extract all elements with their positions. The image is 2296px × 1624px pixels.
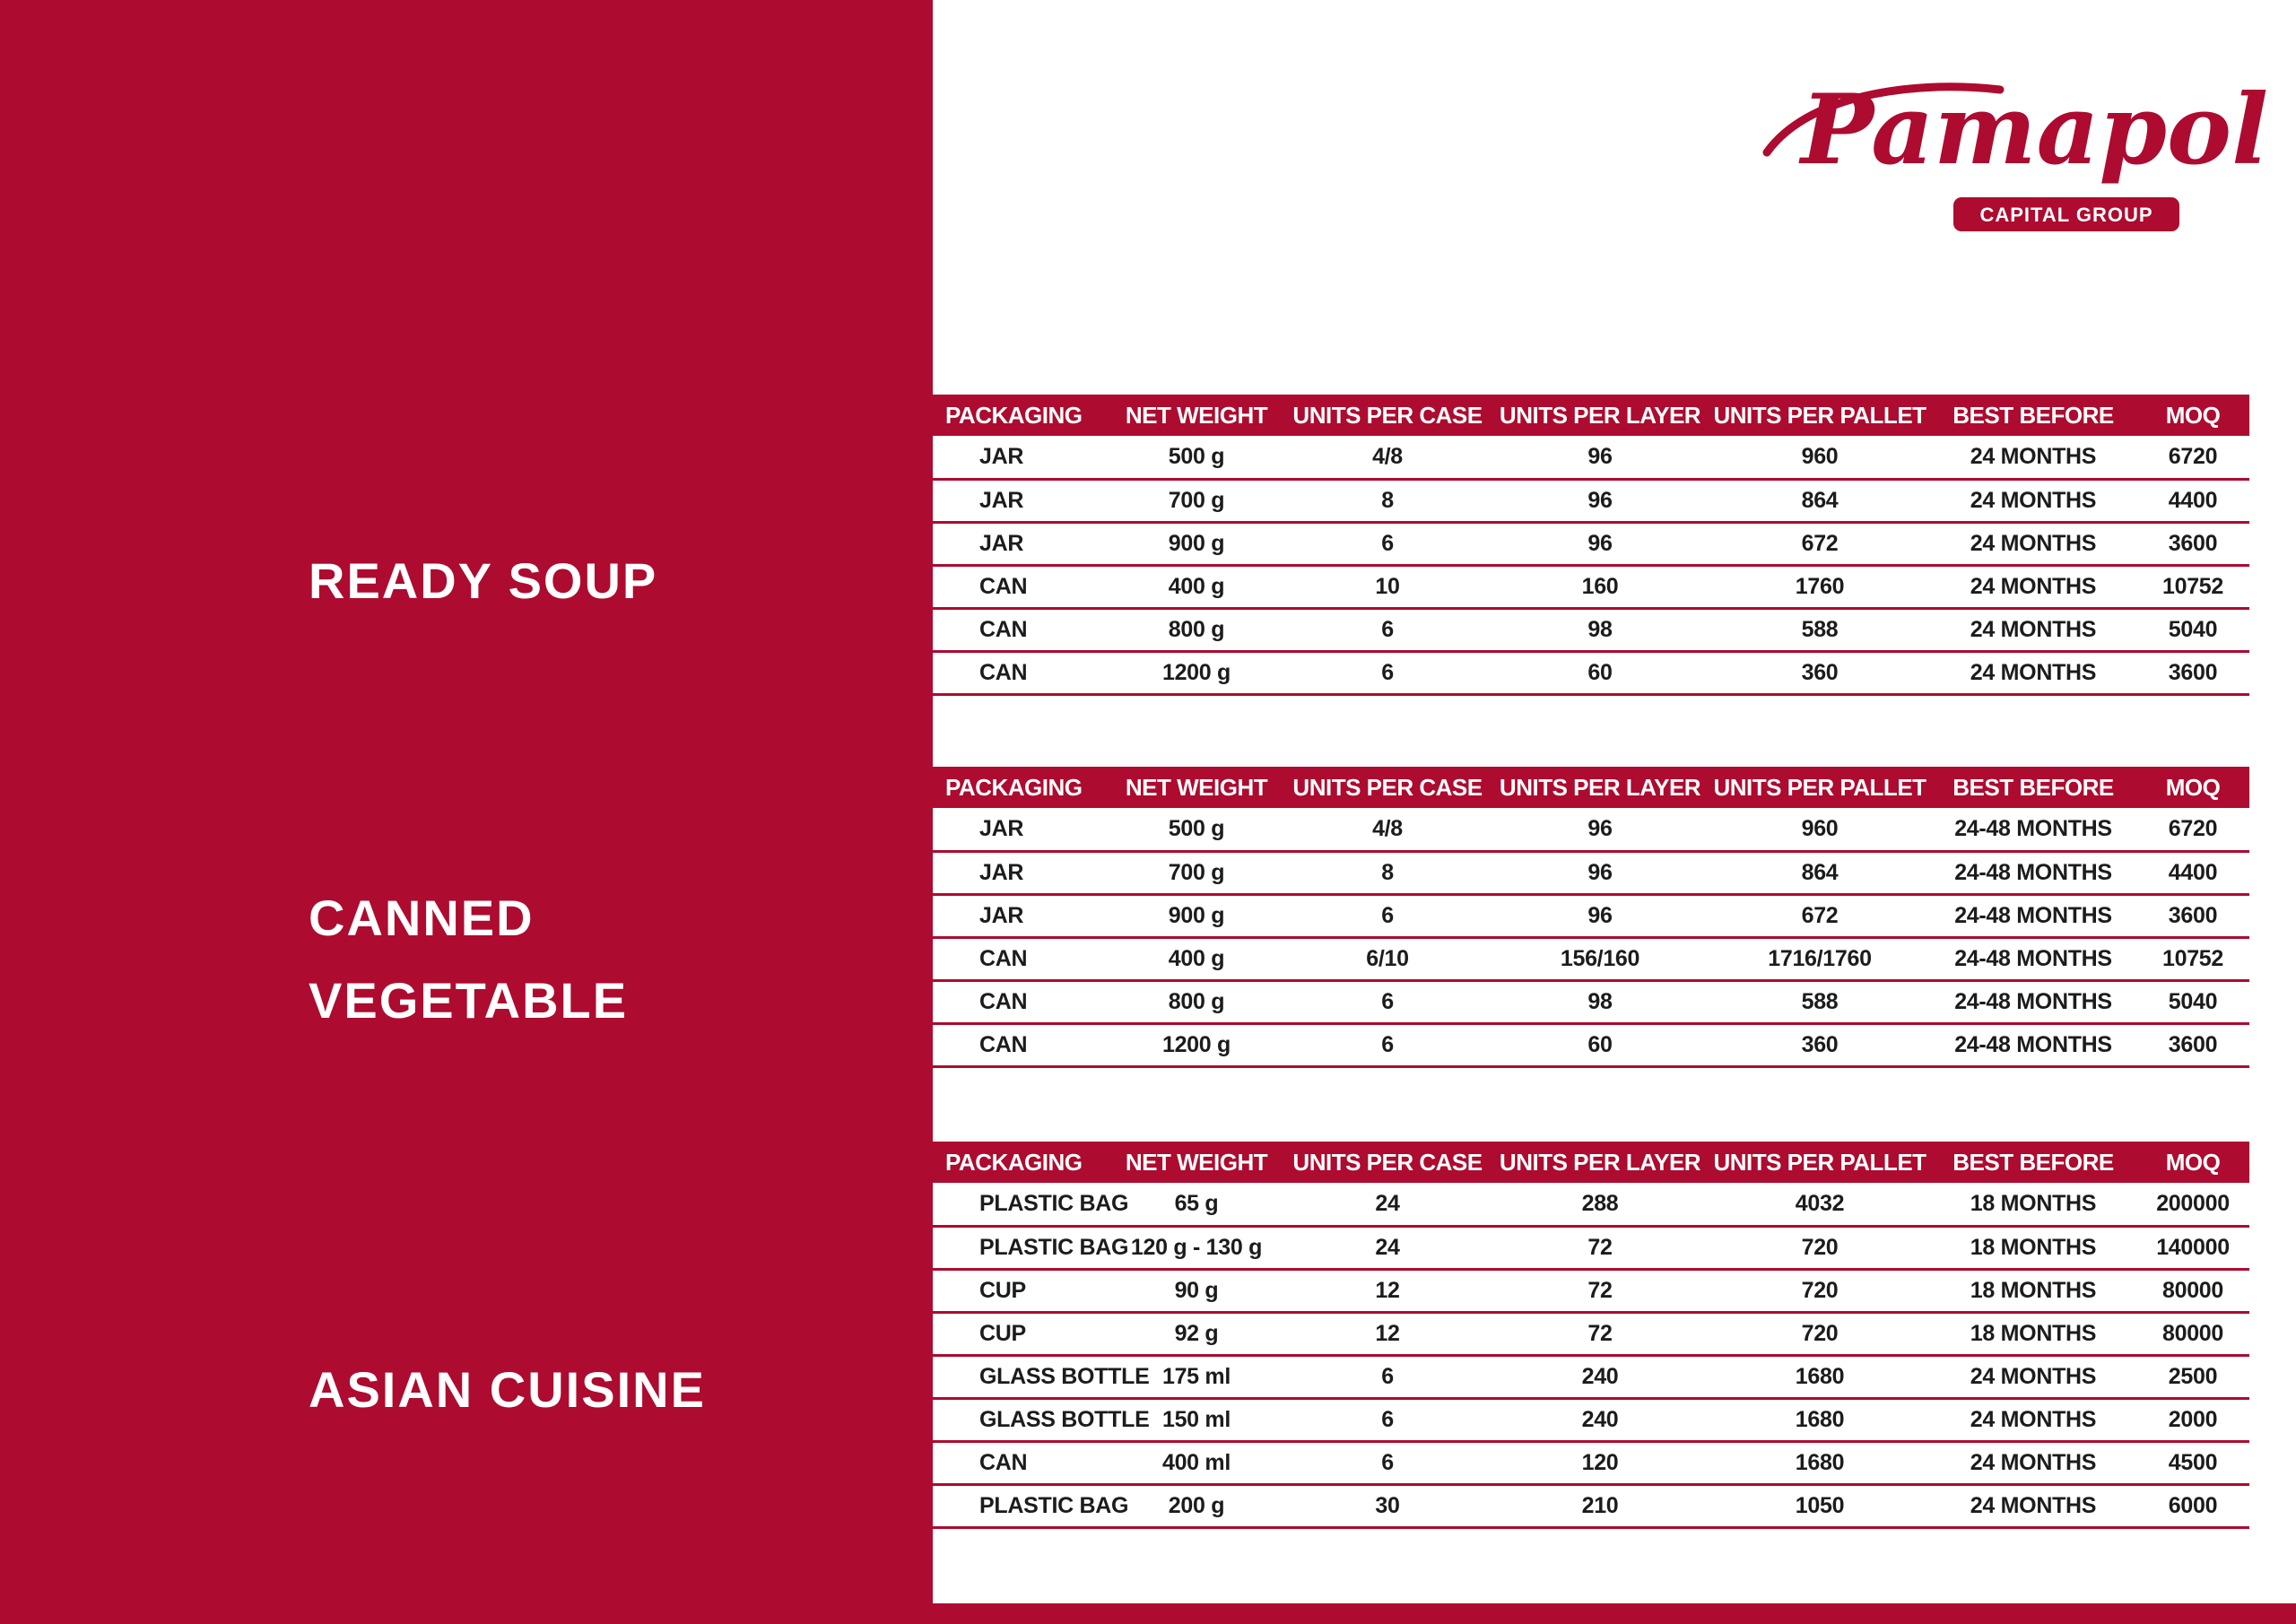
cell-net-weight: 1200 g (1161, 659, 1231, 685)
cell-net-weight: 1200 g (1161, 1031, 1231, 1057)
cell-units-per-pallet: 1716/1760 (1768, 945, 1872, 971)
cell-units-per-layer: 72 (1587, 1234, 1613, 1260)
cell-packaging: CAN (979, 616, 1028, 642)
cell-units-per-pallet: 720 (1801, 1277, 1839, 1303)
section-title-line: READY SOUP (309, 552, 658, 609)
cell-units-per-pallet: 1680 (1795, 1363, 1845, 1389)
cell-moq: 4400 (2168, 487, 2218, 513)
column-header-units-per-pallet: UNITS PER PALLET (1713, 773, 1926, 801)
cell-units-per-pallet: 1050 (1795, 1492, 1845, 1518)
cell-packaging: JAR (979, 859, 1024, 885)
cell-units-per-case: 30 (1375, 1492, 1400, 1518)
cell-units-per-case: 4/8 (1372, 443, 1403, 469)
cell-units-per-case: 10 (1375, 573, 1400, 599)
cell-best-before: 24 MONTHS (1970, 530, 2097, 556)
cell-packaging: JAR (979, 487, 1024, 513)
cell-moq: 2500 (2168, 1363, 2218, 1389)
column-header-units-per-pallet: UNITS PER PALLET (1713, 1148, 1926, 1176)
cell-packaging: CAN (979, 1031, 1028, 1057)
column-header-net-weight: NET WEIGHT (1125, 1148, 1268, 1176)
cell-packaging: GLASS BOTTLE (979, 1406, 1150, 1432)
cell-best-before: 24 MONTHS (1970, 1449, 2097, 1475)
table-row (933, 894, 2249, 937)
column-header-units-per-case: UNITS PER CASE (1292, 401, 1483, 429)
table-row (933, 436, 2249, 479)
cell-units-per-case: 6 (1381, 988, 1394, 1014)
cell-moq: 2000 (2168, 1406, 2218, 1432)
cell-units-per-case: 6 (1381, 616, 1394, 642)
cell-units-per-case: 6 (1381, 1406, 1394, 1432)
cell-net-weight: 400 ml (1161, 1449, 1231, 1475)
cell-best-before: 18 MONTHS (1970, 1234, 2097, 1260)
cell-packaging: CUP (979, 1320, 1026, 1346)
table-header (933, 767, 2249, 808)
cell-best-before: 24 MONTHS (1970, 659, 2097, 685)
cell-moq: 6000 (2168, 1492, 2218, 1518)
column-header-moq: MOQ (2165, 401, 2221, 429)
cell-moq: 6720 (2168, 815, 2218, 841)
column-header-net-weight: NET WEIGHT (1125, 401, 1268, 429)
cell-best-before: 24 MONTHS (1970, 1406, 2097, 1432)
cell-net-weight: 65 g (1174, 1190, 1219, 1216)
column-header-units-per-layer: UNITS PER LAYER (1499, 773, 1701, 801)
column-header-best-before: BEST BEFORE (1952, 773, 2114, 801)
section-title-line: ASIAN CUISINE (309, 1361, 706, 1418)
column-header-units-per-layer: UNITS PER LAYER (1499, 401, 1701, 429)
cell-moq: 3600 (2168, 530, 2218, 556)
cell-units-per-pallet: 588 (1801, 616, 1839, 642)
cell-units-per-layer: 160 (1581, 573, 1619, 599)
column-header-units-per-case: UNITS PER CASE (1292, 1148, 1483, 1176)
cell-units-per-pallet: 588 (1801, 988, 1839, 1014)
cell-moq: 3600 (2168, 659, 2218, 685)
column-header-packaging: PACKAGING (945, 401, 1083, 429)
cell-packaging: JAR (979, 815, 1024, 841)
cell-best-before: 24-48 MONTHS (1954, 859, 2112, 885)
header-row (933, 395, 2249, 436)
table-row (933, 1312, 2249, 1355)
cell-moq: 200000 (2156, 1190, 2230, 1216)
cell-net-weight: 800 g (1168, 616, 1225, 642)
cell-moq: 10752 (2161, 945, 2224, 971)
cell-moq: 80000 (2161, 1320, 2224, 1346)
cell-moq: 4400 (2168, 859, 2218, 885)
table-row (933, 1023, 2249, 1066)
table-row (933, 851, 2249, 894)
column-header-packaging: PACKAGING (945, 1148, 1083, 1176)
cell-units-per-case: 12 (1375, 1277, 1400, 1303)
table-row (933, 1441, 2249, 1484)
cell-units-per-case: 6 (1381, 902, 1394, 928)
canned-vegetable-table (933, 767, 2249, 1068)
cell-packaging: PLASTIC BAG (979, 1492, 1129, 1518)
cell-units-per-pallet: 4032 (1795, 1190, 1845, 1216)
column-header-best-before: BEST BEFORE (1952, 1148, 2114, 1176)
cell-packaging: CAN (979, 659, 1028, 685)
cell-moq: 3600 (2168, 1031, 2218, 1057)
cell-net-weight: 700 g (1168, 487, 1225, 513)
cell-units-per-pallet: 960 (1801, 443, 1839, 469)
section-title-line: VEGETABLE (309, 972, 629, 1029)
cell-best-before: 24-48 MONTHS (1954, 988, 2112, 1014)
cell-moq: 140000 (2156, 1234, 2230, 1260)
cell-best-before: 24-48 MONTHS (1954, 815, 2112, 841)
cell-units-per-pallet: 360 (1801, 659, 1839, 685)
cell-units-per-layer: 60 (1587, 1031, 1613, 1057)
cell-units-per-pallet: 672 (1801, 902, 1839, 928)
section-title-canned-vegetable (309, 877, 628, 1042)
cell-units-per-layer: 98 (1587, 988, 1613, 1014)
cell-moq: 4500 (2168, 1449, 2218, 1475)
cell-best-before: 24 MONTHS (1970, 616, 2097, 642)
table-row (933, 1183, 2249, 1226)
cell-net-weight: 175 ml (1161, 1363, 1231, 1389)
cell-units-per-layer: 96 (1587, 902, 1613, 928)
cell-net-weight: 500 g (1168, 443, 1225, 469)
cell-best-before: 18 MONTHS (1970, 1320, 2097, 1346)
cell-best-before: 24 MONTHS (1970, 573, 2097, 599)
cell-units-per-pallet: 360 (1801, 1031, 1839, 1057)
cell-moq: 6720 (2168, 443, 2218, 469)
section-title-line: CANNED (309, 890, 535, 946)
cell-units-per-case: 24 (1375, 1190, 1400, 1216)
cell-units-per-layer: 96 (1587, 859, 1613, 885)
table-body (933, 1183, 2249, 1527)
cell-net-weight: 400 g (1168, 573, 1225, 599)
cell-best-before: 24-48 MONTHS (1954, 902, 2112, 928)
column-header-packaging: PACKAGING (945, 773, 1083, 801)
column-header-units-per-layer: UNITS PER LAYER (1499, 1148, 1701, 1176)
header-row (933, 767, 2249, 808)
table-row (933, 651, 2249, 694)
cell-units-per-layer: 288 (1581, 1190, 1619, 1216)
column-header-best-before: BEST BEFORE (1952, 401, 2114, 429)
cell-units-per-case: 8 (1381, 859, 1394, 885)
cell-net-weight: 500 g (1168, 815, 1225, 841)
cell-packaging: PLASTIC BAG (979, 1190, 1129, 1216)
cell-units-per-pallet: 864 (1801, 487, 1839, 513)
cell-packaging: JAR (979, 902, 1024, 928)
cell-net-weight: 200 g (1168, 1492, 1225, 1518)
cell-units-per-layer: 120 (1581, 1449, 1619, 1475)
table-header (933, 395, 2249, 436)
column-header-net-weight: NET WEIGHT (1125, 773, 1268, 801)
cell-units-per-layer: 96 (1587, 443, 1613, 469)
cell-units-per-pallet: 960 (1801, 815, 1839, 841)
cell-moq: 80000 (2161, 1277, 2224, 1303)
table-row (933, 1398, 2249, 1441)
cell-net-weight: 700 g (1168, 859, 1225, 885)
pamapol-logo-icon (1758, 54, 2269, 238)
cell-units-per-case: 4/8 (1372, 815, 1403, 841)
asian-cuisine-table (933, 1142, 2249, 1529)
table-body (933, 808, 2249, 1066)
cell-net-weight: 400 g (1168, 945, 1225, 971)
cell-units-per-case: 6 (1381, 1363, 1394, 1389)
table-row (933, 1484, 2249, 1527)
cell-packaging: CAN (979, 945, 1028, 971)
column-header-moq: MOQ (2165, 773, 2221, 801)
bottom-bar (933, 1603, 2296, 1624)
cell-packaging: JAR (979, 530, 1024, 556)
cell-best-before: 18 MONTHS (1970, 1277, 2097, 1303)
cell-moq: 5040 (2168, 988, 2218, 1014)
cell-units-per-case: 6/10 (1366, 945, 1409, 971)
cell-moq: 3600 (2168, 902, 2218, 928)
cell-units-per-pallet: 720 (1801, 1320, 1839, 1346)
table-row (933, 522, 2249, 565)
cell-best-before: 24 MONTHS (1970, 1363, 2097, 1389)
cell-units-per-layer: 72 (1587, 1277, 1613, 1303)
cell-units-per-pallet: 720 (1801, 1234, 1839, 1260)
cell-units-per-pallet: 864 (1801, 859, 1839, 885)
cell-best-before: 24-48 MONTHS (1954, 1031, 2112, 1057)
cell-units-per-layer: 72 (1587, 1320, 1613, 1346)
cell-units-per-layer: 60 (1587, 659, 1613, 685)
cell-net-weight: 150 ml (1161, 1406, 1231, 1432)
table-row (933, 808, 2249, 851)
cell-units-per-pallet: 1680 (1795, 1406, 1845, 1432)
pamapol-logo (1758, 54, 2269, 238)
cell-packaging: CAN (979, 573, 1028, 599)
table-row (933, 1355, 2249, 1398)
cell-best-before: 24 MONTHS (1970, 487, 2097, 513)
cell-net-weight: 120 g - 130 g (1130, 1234, 1263, 1260)
logo-wordmark: Pamapol (1801, 74, 2269, 187)
table-row (933, 1226, 2249, 1269)
cell-units-per-case: 6 (1381, 1031, 1394, 1057)
table-row (933, 980, 2249, 1023)
cell-packaging: PLASTIC BAG (979, 1234, 1129, 1260)
cell-packaging: CAN (979, 1449, 1028, 1475)
cell-packaging: JAR (979, 443, 1024, 469)
ready-soup-table (933, 395, 2249, 696)
section-title-ready-soup (309, 540, 657, 622)
column-header-units-per-pallet: UNITS PER PALLET (1713, 401, 1926, 429)
cell-units-per-pallet: 1760 (1795, 573, 1845, 599)
cell-units-per-layer: 210 (1581, 1492, 1619, 1518)
cell-units-per-case: 6 (1381, 1449, 1394, 1475)
cell-net-weight: 900 g (1168, 530, 1225, 556)
cell-packaging: CUP (979, 1277, 1026, 1303)
cell-units-per-layer: 96 (1587, 530, 1613, 556)
cell-best-before: 24-48 MONTHS (1954, 945, 2112, 971)
table-row (933, 608, 2249, 651)
cell-best-before: 24 MONTHS (1970, 443, 2097, 469)
table-row (933, 1269, 2249, 1312)
table-body (933, 436, 2249, 694)
cell-units-per-layer: 96 (1587, 487, 1613, 513)
cell-units-per-case: 24 (1375, 1234, 1400, 1260)
cell-units-per-layer: 156/160 (1560, 945, 1640, 971)
logo-subtitle: CAPITAL GROUP (1979, 204, 2153, 226)
cell-best-before: 18 MONTHS (1970, 1190, 2097, 1216)
cell-moq: 10752 (2161, 573, 2224, 599)
cell-packaging: GLASS BOTTLE (979, 1363, 1150, 1389)
cell-units-per-layer: 96 (1587, 815, 1613, 841)
header-row (933, 1142, 2249, 1183)
cell-packaging: CAN (979, 988, 1028, 1014)
cell-units-per-case: 6 (1381, 659, 1394, 685)
cell-units-per-pallet: 1680 (1795, 1449, 1845, 1475)
cell-net-weight: 800 g (1168, 988, 1225, 1014)
table-row (933, 937, 2249, 980)
column-header-units-per-case: UNITS PER CASE (1292, 773, 1483, 801)
cell-units-per-layer: 240 (1581, 1406, 1619, 1432)
cell-best-before: 24 MONTHS (1970, 1492, 2097, 1518)
cell-units-per-case: 6 (1381, 530, 1394, 556)
cell-units-per-layer: 98 (1587, 616, 1613, 642)
cell-units-per-pallet: 672 (1801, 530, 1839, 556)
section-title-asian-cuisine (309, 1349, 706, 1431)
cell-units-per-layer: 240 (1581, 1363, 1619, 1389)
column-header-moq: MOQ (2165, 1148, 2221, 1176)
table-row (933, 479, 2249, 522)
table-header (933, 1142, 2249, 1183)
cell-units-per-case: 8 (1381, 487, 1394, 513)
table-row (933, 565, 2249, 608)
cell-net-weight: 90 g (1174, 1277, 1219, 1303)
cell-moq: 5040 (2168, 616, 2218, 642)
left-panel (0, 0, 933, 1624)
cell-units-per-case: 12 (1375, 1320, 1400, 1346)
cell-net-weight: 92 g (1174, 1320, 1219, 1346)
cell-net-weight: 900 g (1168, 902, 1225, 928)
